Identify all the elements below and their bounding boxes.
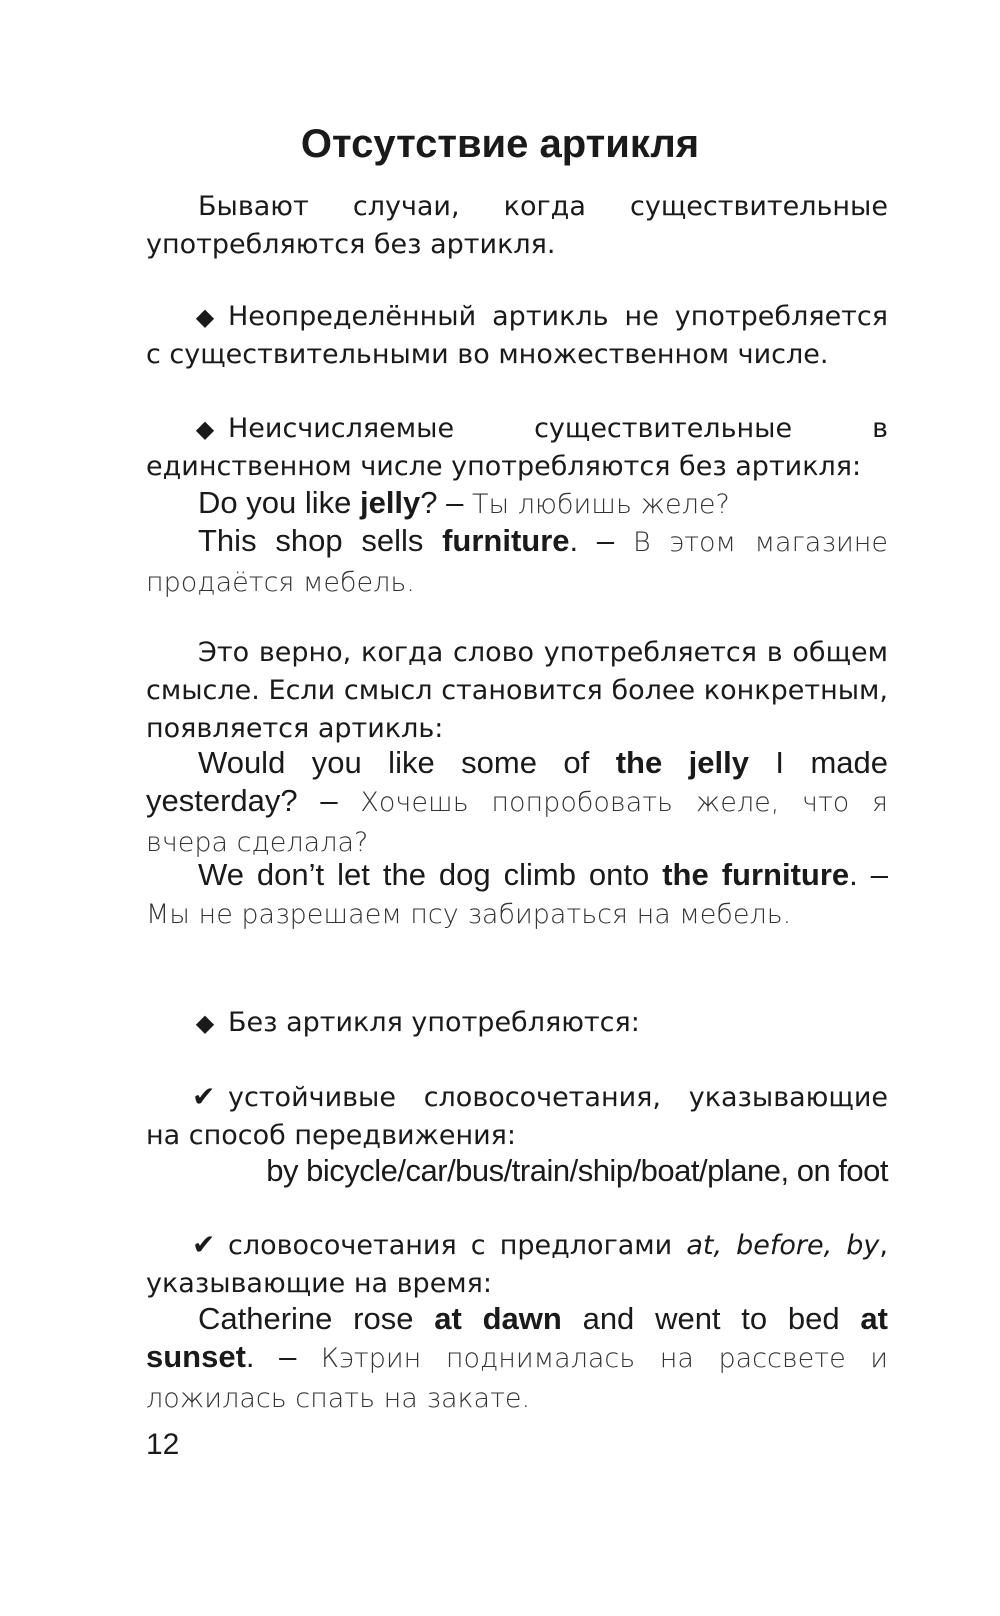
example-jelly: Do you like jelly? – Ты любишь желе? bbox=[198, 485, 730, 520]
diamond-bullet-icon: ◆ bbox=[195, 415, 215, 443]
example-furniture: This shop sells furniture. – В этом магазине продаётся мебель. bbox=[146, 523, 888, 598]
page-number: 12 bbox=[146, 1428, 180, 1461]
rule-indefinite-article: ◆ Неопределённый артикль не употребляется с существительными во множественном числе. bbox=[146, 298, 888, 374]
rule-without-article: ◆ Без артикля употребляются: bbox=[146, 1004, 888, 1042]
note-paragraph: Это верно, когда слово употребляется в общем смысле. Если смысл становится более конкретным, появляется артикль: bbox=[146, 637, 888, 744]
checkmark-icon: ✔ bbox=[192, 1228, 216, 1261]
check-transport: ✔ устойчивые словосочетания, указывающие на способ передвижения: bbox=[146, 1080, 888, 1151]
example-the-jelly: Would you like some of the jelly I made yesterday? – Хочешь попробовать желе, что я вчера сделала? bbox=[146, 745, 888, 858]
example-the-furniture: We don’t let the dog climb onto the furniture. – Мы не разрешаем псу забираться на мебель. bbox=[146, 857, 888, 930]
check-time: ✔ словосочетания с предлогами at, before, by, указывающие на время: bbox=[146, 1228, 888, 1299]
checkmark-icon: ✔ bbox=[192, 1080, 216, 1113]
diamond-bullet-icon: ◆ bbox=[195, 1009, 215, 1037]
intro-paragraph: Бывают случаи, когда существительные употребляются без артикля. bbox=[146, 191, 888, 260]
example-dawn-sunset: Catherine rose at dawn and went to bed at sunset. – Кэтрин поднималась на рассвете и ложилась спать на закате. bbox=[146, 1301, 888, 1414]
transport-phrases: by bicycle/car/bus/train/ship/boat/plane, on foot bbox=[266, 1153, 888, 1188]
page-title: Отсутствие артикля bbox=[300, 122, 700, 166]
rule-uncountable: ◆ Неисчисляемые существительные в единственном числе употребляются без артикля: bbox=[146, 410, 888, 486]
diamond-bullet-icon: ◆ bbox=[195, 303, 215, 331]
